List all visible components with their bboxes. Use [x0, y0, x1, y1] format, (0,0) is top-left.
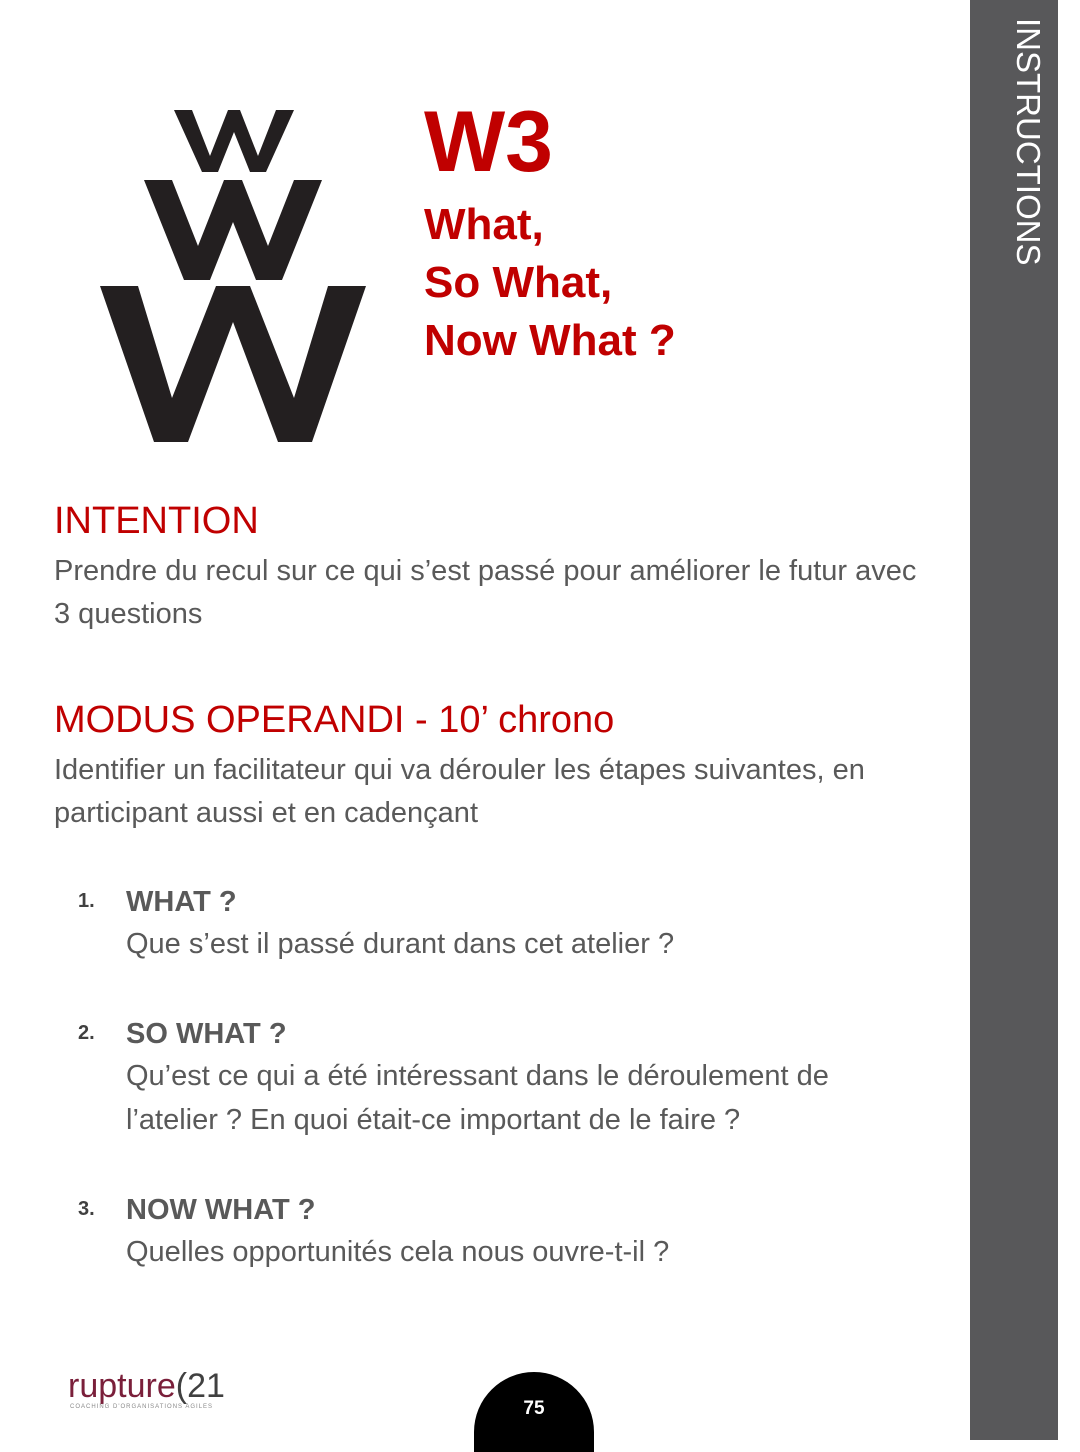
step-text: Qu’est ce qui a été intéressant dans le déroulement de l’atelier ? En quoi était-ce important de le faire ? [126, 1060, 829, 1136]
step-number: 1. [78, 890, 95, 912]
brand-tagline: COACHING D'ORGANISATIONS AGILES [70, 1404, 214, 1410]
modus-text: Identifier un facilitateur qui va dérouler les étapes suivantes, en participant aussi et en cadençant [54, 754, 865, 829]
www-logo-icon [98, 108, 368, 444]
intention-heading: INTENTION [54, 500, 259, 542]
brand-paren: ( [175, 1367, 188, 1405]
side-tab-label: INSTRUCTIONS [1010, 18, 1047, 266]
modus-heading: MODUS OPERANDI - 10’ chrono [54, 699, 615, 741]
step-text: Que s’est il passé durant dans cet atelier ? [126, 928, 675, 960]
page-subtitle [424, 196, 676, 370]
step-title: NOW WHAT ? [126, 1194, 316, 1226]
page-number: 75 [523, 1398, 545, 1419]
logo-w-small [174, 110, 294, 172]
subtitle-line: What, [424, 200, 544, 249]
step-title: SO WHAT ? [126, 1018, 287, 1050]
step-number: 3. [78, 1198, 95, 1220]
step-text: Quelles opportunités cela nous ouvre-t-il ? [126, 1236, 670, 1268]
page-title: W3 [424, 94, 553, 190]
subtitle-line: So What, [424, 258, 613, 307]
subtitle-line: Now What ? [424, 316, 676, 365]
step-title: WHAT ? [126, 886, 237, 918]
brand-name: rupture [68, 1367, 176, 1405]
brand-logo [68, 1366, 225, 1406]
step-number: 2. [78, 1022, 95, 1044]
logo-w-large [100, 286, 366, 442]
logo-w-medium [144, 180, 322, 280]
brand-number: 21 [187, 1367, 225, 1405]
intention-text: Prendre du recul sur ce qui s’est passé pour améliorer le futur avec 3 questions [54, 555, 917, 630]
